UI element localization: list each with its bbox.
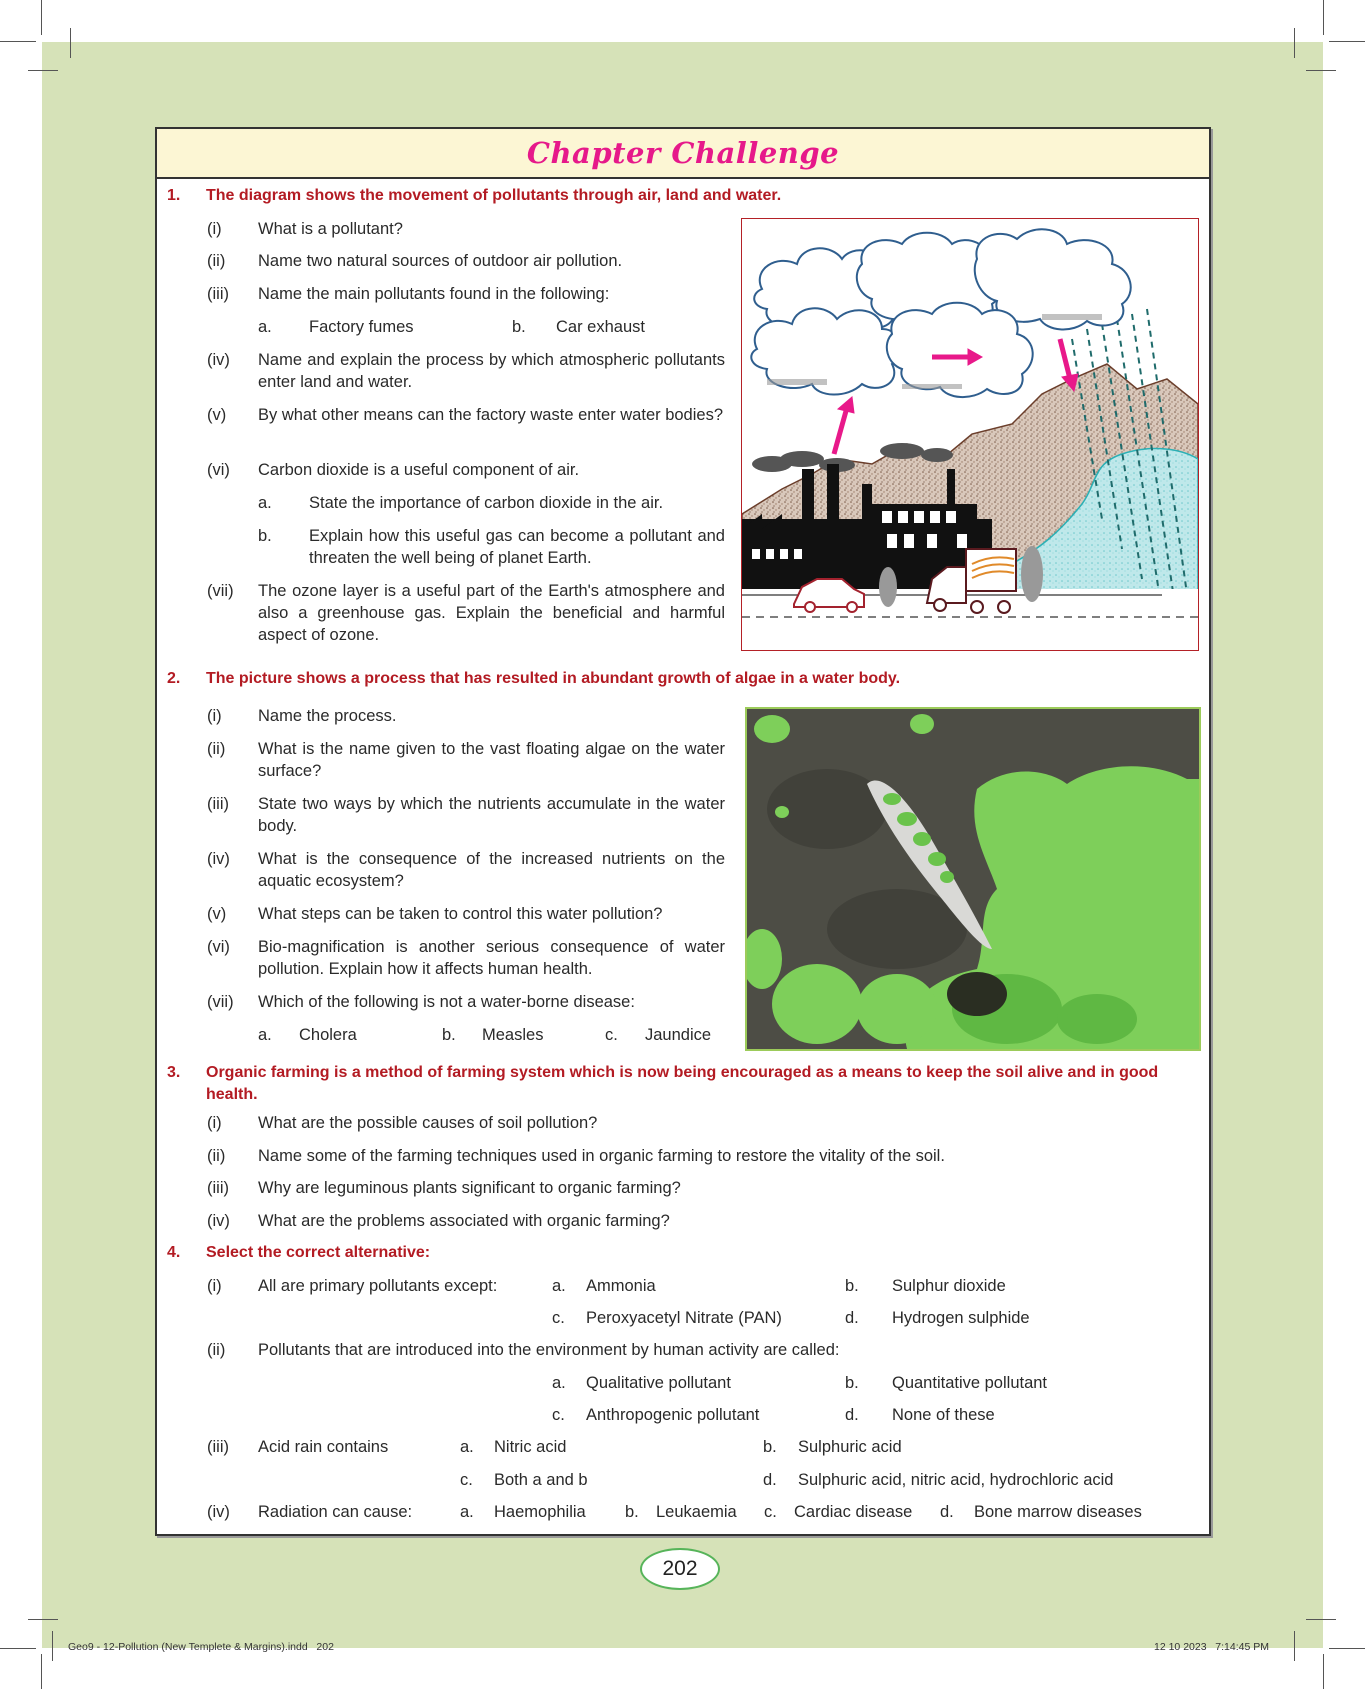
question-item: (iv) What is the consequence of the increased nutrients on the aquatic ecosystem? — [207, 850, 725, 890]
crop-mark — [1323, 0, 1324, 35]
crop-mark — [28, 70, 58, 71]
question-3-heading: 3. Organic farming is a method of farming system which is now being encouraged as a means to keep the soil alive and in good health. — [167, 1064, 1159, 1103]
crop-mark — [1323, 1654, 1324, 1689]
question-item: (iv) Name and explain the process by which atmospheric pollutants enter land and water. — [207, 351, 725, 391]
file-slug: Geo9 - 12-Pollution (New Templete & Margins).indd 202 — [68, 1641, 334, 1653]
crop-mark — [1294, 1631, 1295, 1661]
crop-mark — [1294, 28, 1295, 58]
crop-mark — [28, 1619, 58, 1620]
crop-mark — [70, 28, 71, 58]
crop-mark — [1329, 41, 1365, 42]
crop-mark — [52, 1631, 53, 1661]
question-item: (vi) Bio-magnification is another serious consequence of water pollution. Explain how it affects human health. — [207, 938, 725, 978]
crop-mark — [1306, 70, 1336, 71]
answer-option: b. Explain how this useful gas can become a pollutant and threaten the well being of planet Earth. — [258, 527, 725, 567]
question-item: (iii) State two ways by which the nutrients accumulate in the water body. — [207, 795, 725, 835]
crop-mark — [41, 0, 42, 35]
algal-bloom-illustration — [747, 709, 1199, 1049]
crop-mark — [0, 1648, 36, 1649]
pollutant-movement-diagram — [741, 218, 1199, 651]
algal-bloom-photo — [745, 707, 1201, 1051]
timestamp-slug: 12 10 2023 7:14:45 PM — [1154, 1641, 1270, 1653]
crop-mark — [0, 41, 36, 42]
page-title: Chapter Challenge — [526, 136, 840, 170]
question-item: (v) By what other means can the factory waste enter water bodies? — [207, 406, 723, 424]
diagram-illustration — [742, 219, 1198, 650]
crop-mark — [1329, 1648, 1365, 1649]
page-number: 202 — [640, 1548, 720, 1590]
box-header — [157, 129, 1209, 179]
question-item: (ii) What is the name given to the vast floating algae on the water surface? — [207, 740, 725, 780]
crop-mark — [41, 1654, 42, 1689]
crop-mark — [1306, 1619, 1336, 1620]
question-item: (vii) The ozone layer is a useful part of the Earth's atmosphere and also a greenhouse gas. Explain the beneficial and harmful aspect of ozone. — [207, 582, 725, 644]
